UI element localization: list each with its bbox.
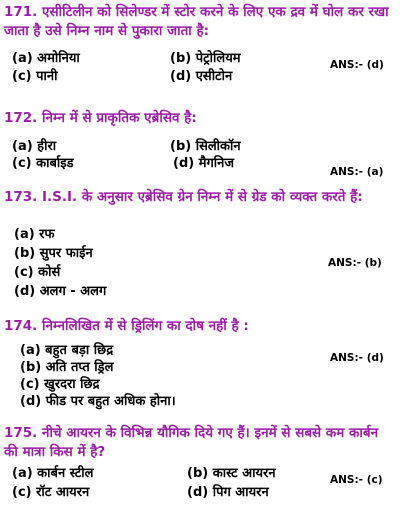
question-text: 172. निम्न में से प्राकृतिक एब्रेसिव है: <box>4 110 197 126</box>
answer-label: ANS:- (a) <box>330 166 384 178</box>
option-b: (b) कास्ट आयरन <box>187 466 276 481</box>
option-b: (b) सुपर फाईन <box>14 246 93 261</box>
option-a: (a) अमोनिया <box>12 51 80 66</box>
answer-label: ANS:- (d) <box>330 352 384 364</box>
option-d: (d) फीड पर बहुत अधिक होना। <box>20 394 176 409</box>
question-text: 175. नीचे आयरन के विभिन्न यौगिक दिये गए हैं। इनमें से सबसे कम कार्बन की मात्रा किस में है? <box>4 425 379 460</box>
question-text: 174. निम्नलिखित में से ड्रिलिंग का दोष नहीं है : <box>4 318 249 334</box>
option-b: (b) अति तप्त ड्रिल <box>20 360 114 375</box>
question-text: 173. I.S.I. के अनुसार एब्रेसिव ग्रेन निम्न में से ग्रेड को व्यक्त करते हैं: <box>4 189 363 205</box>
option-c: (c) खुरदरा छिद्र <box>20 377 100 392</box>
option-a: (a) हीरा <box>12 139 57 154</box>
option-d: (d) मैगनिज <box>173 156 235 171</box>
question-text: 171. एसीटिलीन को सिलेण्डर में स्टोर करने के लिए एक द्रव में घोल कर रखा जाता है उसे निम्न नाम से पुकारा जाता है: <box>4 4 389 39</box>
option-c: (c) कार्बाइड <box>12 156 74 171</box>
option-d: (d) एसीटोन <box>170 69 233 84</box>
answer-label: ANS:- (d) <box>330 59 384 71</box>
answer-label: ANS:- (c) <box>330 474 383 486</box>
option-a: (a) कार्बन स्टील <box>12 466 94 481</box>
option-c: (c) कोर्स <box>14 265 61 280</box>
option-d: (d) अलग - अलग <box>14 284 107 299</box>
option-b: (b) सिलीकॉन <box>170 139 241 154</box>
option-b: (b) पेट्रोलियम <box>170 51 241 66</box>
option-a: (a) बहुत बड़ा छिद्र <box>20 343 114 358</box>
option-c: (c) पानी <box>12 69 58 84</box>
option-d: (d) पिग आयरन <box>187 485 269 500</box>
answer-label: ANS:- (b) <box>328 257 382 269</box>
option-a: (a) रफ <box>14 227 55 242</box>
option-c: (c) रॉट आयरन <box>12 485 90 500</box>
